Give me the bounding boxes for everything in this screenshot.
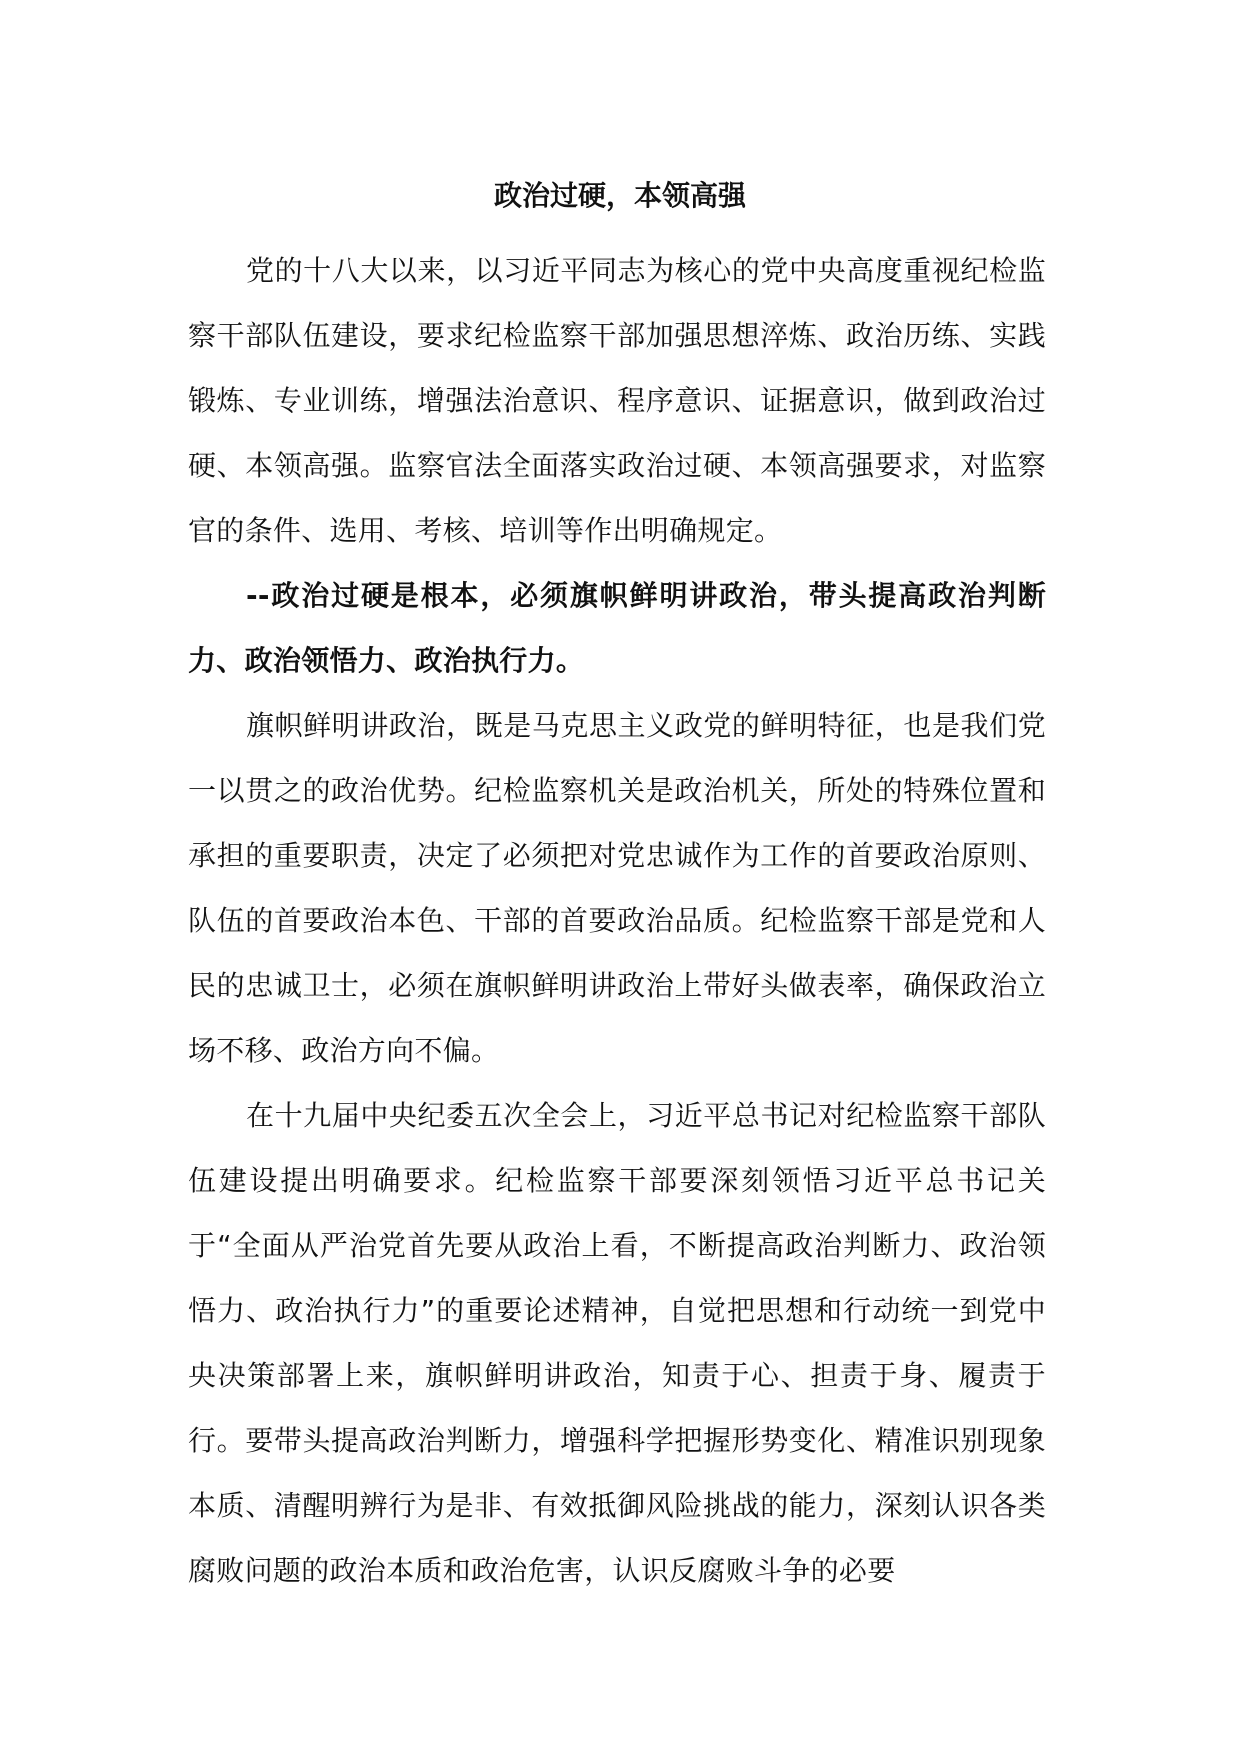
document-title: 政治过硬，本领高强 xyxy=(493,179,746,212)
paragraph-plenary-requirements: 在十九届中央纪委五次全会上，习近平总书记对纪检监察干部队伍建设提出明确要求。纪检监察干部要深刻领悟习近平总书记关于“全面从严治党首先要从政治上看，不断提高政治判断力、政治领悟力、政治执行力”的重要论述精神，自觉把思想和行动统一到党中央决策部署上来，旗帜鲜明讲政治，知责于心、担责于身、履责于行。要带头提高政治判断力，增强科学把握形势变化、精准识别现象本质、清醒明辨行为是非、有效抵御风险挑战的能力，深刻认识各类腐败问题的政治本质和政治危害，认识反腐败斗争的必要 xyxy=(188,1099,1046,1587)
paragraph-political-stance: 旗帜鲜明讲政治，既是马克思主义政党的鲜明特征，也是我们党一以贯之的政治优势。纪检监察机关是政治机关，所处的特殊位置和承担的重要职责，决定了必须把对党忠诚作为工作的首要政治原则、队伍的首要政治本色、干部的首要政治品质。纪检监察干部是党和人民的忠诚卫士，必须在旗帜鲜明讲政治上带好头做表率，确保政治立场不移、政治方向不偏。 xyxy=(188,709,1046,1067)
paragraph-intro: 党的十八大以来，以习近平同志为核心的党中央高度重视纪检监察干部队伍建设，要求纪检监察干部加强思想淬炼、政治历练、实践锻炼、专业训练，增强法治意识、程序意识、证据意识，做到政治过硬、本领高强。监察官法全面落实政治过硬、本领高强要求，对监察官的条件、选用、考核、培训等作出明确规定。 xyxy=(188,254,1046,547)
document-body xyxy=(188,238,1046,1603)
section-heading: --政治过硬是根本，必须旗帜鲜明讲政治，带头提高政治判断力、政治领悟力、政治执行力。 xyxy=(188,579,1046,677)
